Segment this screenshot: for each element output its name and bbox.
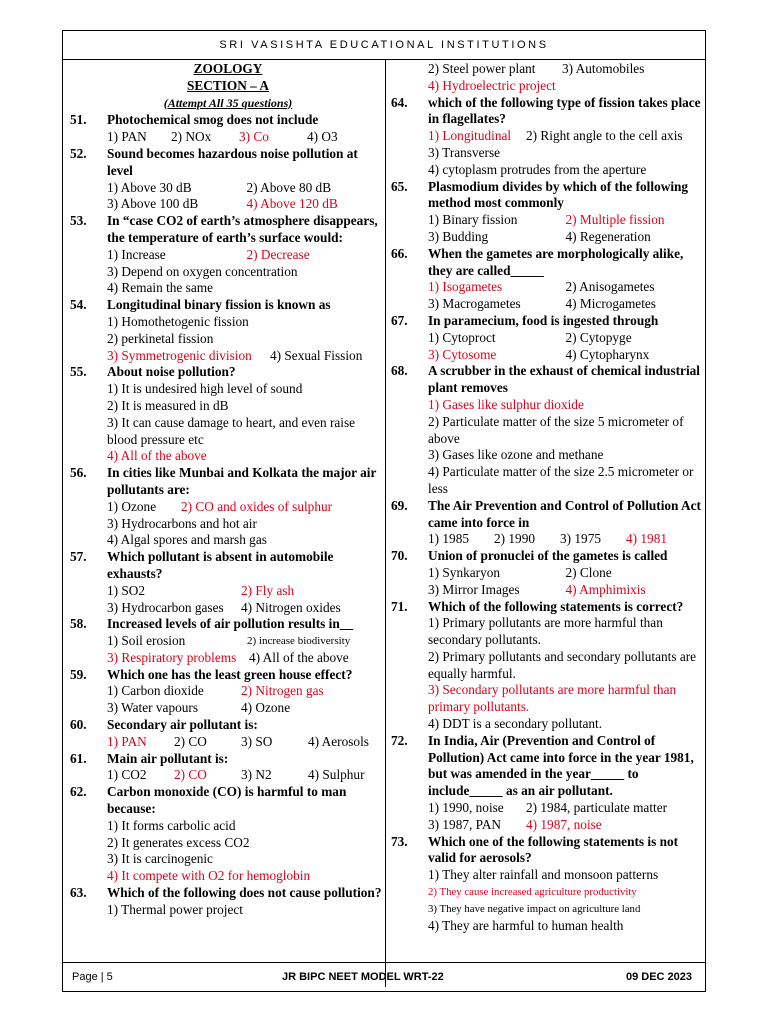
option-3: 3) It is carcinogenic <box>107 851 213 867</box>
question-text: Increased levels of air pollution results in__ <box>107 616 354 632</box>
question-66 <box>391 246 703 313</box>
question-text: In cities like Munbai and Kolkata the major air pollutants are: <box>107 465 377 497</box>
q63-option-2: 2) Steel power plant <box>428 61 536 76</box>
question-63 <box>70 885 386 919</box>
option-3-answer: 3) Co <box>239 129 269 145</box>
option-2: 2) increase biodiversity <box>247 635 351 648</box>
option-3: 3) Macrogametes <box>428 296 521 312</box>
option-4: 4) DDT is a secondary pollutant. <box>428 716 603 732</box>
question-text: A scrubber in the exhaust of chemical industrial plant removes <box>428 363 700 396</box>
option-3: 3) N2 <box>241 767 272 783</box>
option-2: 2) Anisogametes <box>565 279 655 295</box>
option-1: 1) Binary fission <box>428 212 518 228</box>
option-2: 2) Clone <box>565 564 612 580</box>
option-2: 2) It generates excess CO2 <box>107 834 250 850</box>
option-3: 3) SO <box>241 733 273 749</box>
option-2-answer: 2) Decrease <box>246 246 310 262</box>
option-1: 1) Primary pollutants are more harmful than secondary pollutants. <box>428 615 663 648</box>
option-1: 1) 1990, noise <box>428 800 504 816</box>
question-number: 68. <box>391 363 408 379</box>
option-4-answer: 4) It compete with O2 for hemoglobin <box>107 868 311 884</box>
question-61 <box>70 751 386 785</box>
question-text: In paramecium, food is ingested through <box>428 312 659 328</box>
option-1-answer: 1) Longitudinal <box>428 128 512 144</box>
option-1: 1) 1985 <box>428 531 469 547</box>
question-number: 63. <box>70 885 87 901</box>
question-55 <box>70 364 386 465</box>
option-2-answer: 2) CO <box>174 767 207 783</box>
option-1: 1) Thermal power project <box>107 901 243 917</box>
option-4: 4) Algal spores and marsh gas <box>107 532 267 548</box>
option-2: 2) CO <box>174 733 207 749</box>
question-text: Plasmodium divides by which of the following method most commonly <box>428 178 689 211</box>
option-3: 3) Hydrocarbon gases <box>107 599 224 615</box>
question-73 <box>391 834 703 935</box>
section-instruction: (Attempt All 35 questions) <box>163 95 293 110</box>
option-1: 1) CO2 <box>107 767 147 783</box>
option-4: 4) Aerosols <box>308 733 369 749</box>
question-number: 55. <box>70 364 87 380</box>
option-3: 3) Mirror Images <box>428 581 520 597</box>
option-4: 4) Microgametes <box>565 296 656 312</box>
question-text: Carbon monoxide (CO) is harmful to man because: <box>107 784 347 817</box>
q63-option-4-answer: 4) Hydroelectric project <box>428 77 556 93</box>
question-56 <box>70 465 386 549</box>
left-column <box>70 61 386 987</box>
question-67 <box>391 313 703 363</box>
question-68 <box>391 363 703 497</box>
option-2: 2) Primary pollutants and secondary pollutants are equally harmful. <box>428 648 697 681</box>
option-3: 3) Water vapours <box>107 700 198 716</box>
page-footer <box>62 962 706 992</box>
question-text: Which pollutant is absent in automobile exhausts? <box>107 549 334 581</box>
option-3-answer: 3) Secondary pollutants are more harmful than primary pollutants. <box>428 682 677 715</box>
question-text: Union of pronuclei of the gametes is called <box>428 548 668 564</box>
q63-option-3: 3) Automobiles <box>562 61 645 76</box>
page-frame <box>62 30 706 992</box>
question-number: 51. <box>70 112 87 128</box>
option-3: 3) It can cause damage to heart, and even raise blood pressure etc <box>107 414 356 447</box>
question-number: 52. <box>70 145 87 161</box>
question-53 <box>70 213 386 297</box>
question-number: 56. <box>70 465 87 481</box>
question-62 <box>70 784 386 885</box>
question-text: The Air Prevention and Control of Pollution Act came into force in <box>428 497 701 530</box>
question-54 <box>70 297 386 364</box>
exam-date: 09 DEC 2023 <box>625 971 692 983</box>
option-1: 1) Cytoproct <box>428 329 496 345</box>
question-number: 69. <box>391 497 408 513</box>
question-text: Which of the following statements is correct? <box>428 598 684 614</box>
option-3: 3) Above 100 dB <box>107 196 199 212</box>
option-2: 2) It is measured in dB <box>107 397 229 413</box>
option-1: 1) Soil erosion <box>107 633 186 649</box>
option-1: 1) Homothetogenic fission <box>107 313 249 329</box>
question-70 <box>391 548 703 598</box>
question-number: 65. <box>391 178 408 194</box>
option-4: 4) Regeneration <box>565 228 651 244</box>
option-1-answer: 1) Isogametes <box>428 279 503 295</box>
option-2-answer: 2) They cause increased agriculture productivity <box>428 886 637 899</box>
question-text: Main air pollutant is: <box>107 750 229 766</box>
question-65 <box>391 179 703 246</box>
question-number: 66. <box>391 245 408 261</box>
option-3: 3) Gases like ozone and methane <box>428 447 604 463</box>
option-2: 2) NOx <box>171 129 212 145</box>
option-3: 3) Budding <box>428 228 489 244</box>
option-4: 4) cytoplasm protrudes from the aperture <box>428 161 647 177</box>
exam-name: JR BIPC NEET MODEL WRT-22 <box>282 971 444 983</box>
question-number: 57. <box>70 549 87 565</box>
option-2-answer: 2) Nitrogen gas <box>241 683 324 699</box>
option-4: 4) Ozone <box>241 700 291 716</box>
option-2-answer: 2) CO and oxides of sulphur <box>181 498 333 514</box>
question-number: 59. <box>70 666 87 682</box>
option-1: 1) Ozone <box>107 498 157 514</box>
option-4: 4) O3 <box>307 129 338 145</box>
option-2: 2) Right angle to the cell axis <box>526 128 683 144</box>
option-4: 4) Remain the same <box>107 280 213 296</box>
option-2: 2) Cytopyge <box>565 329 632 345</box>
option-4: 4) Particulate matter of the size 2.5 micrometer or less <box>428 464 694 496</box>
question-text: Sound becomes hazardous noise pollution at level <box>107 145 358 178</box>
question-64 <box>391 95 703 179</box>
option-4-answer: 4) Above 120 dB <box>246 196 338 212</box>
question-72 <box>391 733 703 834</box>
option-4-answer: 4) All of the above <box>107 448 207 464</box>
question-text: Which one of the following statements is not valid for aerosols? <box>428 833 679 866</box>
option-3: 3) 1987, PAN <box>428 816 502 832</box>
question-57 <box>70 549 386 616</box>
question-text: Which one has the least green house effect? <box>107 666 353 682</box>
right-column <box>391 61 703 987</box>
option-1: 1) Above 30 dB <box>107 179 192 195</box>
option-4-answer: 4) 1987, noise <box>526 816 602 832</box>
option-1-answer: 1) Gases like sulphur dioxide <box>428 396 584 412</box>
question-text: When the gametes are morphologically alike, they are called_____ <box>428 245 684 278</box>
question-number: 54. <box>70 297 87 313</box>
question-60 <box>70 717 386 751</box>
option-1: 1) Increase <box>107 246 166 262</box>
question-text: About noise pollution? <box>107 364 236 380</box>
option-4: 4) Nitrogen oxides <box>241 599 341 615</box>
option-3: 3) Depend on oxygen concentration <box>107 263 298 279</box>
question-51 <box>70 112 386 146</box>
option-1: 1) They alter rainfall and monsoon patterns <box>428 867 659 883</box>
question-text: Which of the following does not cause pollution? <box>107 885 382 901</box>
question-number: 70. <box>391 548 408 564</box>
option-1: 1) PAN <box>107 129 147 145</box>
option-3: 3) They have negative impact on agriculture land <box>428 902 641 915</box>
question-text: In “case CO2 of earth’s atmosphere disappears, the temperature of earth’s surface would: <box>107 213 378 245</box>
question-69 <box>391 498 703 548</box>
question-text: In India, Air (Prevention and Control of Pollution) Act came into force in the year 1981, but was amended in the year_____ to include_____ as an air pollutant. <box>428 732 694 799</box>
option-2: 2) Above 80 dB <box>246 179 332 195</box>
question-text: which of the following type of fission takes place in flagellates? <box>428 94 701 127</box>
subject-title: ZOOLOGY <box>193 61 263 76</box>
question-text: Photochemical smog does not include <box>107 112 319 128</box>
option-2-answer: 2) Fly ash <box>241 582 295 598</box>
question-number: 64. <box>391 94 408 110</box>
question-71 <box>391 599 703 733</box>
option-4: 4) Cytopharynx <box>565 346 650 362</box>
option-1-answer: 1) PAN <box>107 733 147 749</box>
option-2: 2) 1990 <box>494 531 535 547</box>
question-number: 73. <box>391 833 408 849</box>
option-3-answer: 3) Symmetrogenic division <box>107 347 252 363</box>
question-number: 53. <box>70 213 87 229</box>
option-2-answer: 2) Multiple fission <box>565 212 665 228</box>
question-59 <box>70 667 386 717</box>
option-4: 4) All of the above <box>249 649 349 665</box>
option-3-answer: 3) Cytosome <box>428 346 497 362</box>
page-number: Page | 5 <box>72 971 113 983</box>
question-52 <box>70 146 386 213</box>
option-1: 1) SO2 <box>107 582 146 598</box>
question-number: 62. <box>70 784 87 800</box>
option-4: 4) They are harmful to human health <box>428 917 624 933</box>
option-3-answer: 3) Respiratory problems <box>107 649 237 665</box>
institution-header: SRI VASISHTA EDUCATIONAL INSTITUTIONS <box>63 31 705 60</box>
question-number: 60. <box>70 717 87 733</box>
option-1: 1) Synkaryon <box>428 564 501 580</box>
option-3: 3) Transverse <box>428 144 501 160</box>
option-4: 4) Sexual Fission <box>270 347 363 363</box>
option-2: 2) perkinetal fission <box>107 330 214 346</box>
option-4-answer: 4) Amphimixis <box>565 581 646 597</box>
question-text: Longitudinal binary fission is known as <box>107 297 331 313</box>
question-number: 71. <box>391 598 408 614</box>
question-number: 67. <box>391 312 408 328</box>
option-3: 3) Hydrocarbons and hot air <box>107 515 257 531</box>
option-2: 2) Particulate matter of the size 5 micrometer of above <box>428 413 684 446</box>
question-text: Secondary air pollutant is: <box>107 717 258 733</box>
option-1: 1) Carbon dioxide <box>107 683 204 699</box>
question-58 <box>70 616 386 666</box>
section-title: SECTION – A <box>186 77 270 93</box>
option-1: 1) It is undesired high level of sound <box>107 381 303 397</box>
option-2: 2) 1984, particulate matter <box>526 800 668 816</box>
option-3: 3) 1975 <box>560 531 601 547</box>
option-1: 1) It forms carbolic acid <box>107 817 236 833</box>
question-number: 61. <box>70 750 87 766</box>
option-4-answer: 4) 1981 <box>626 531 667 547</box>
question-number: 72. <box>391 732 408 748</box>
option-4: 4) Sulphur <box>308 767 365 783</box>
question-number: 58. <box>70 616 87 632</box>
